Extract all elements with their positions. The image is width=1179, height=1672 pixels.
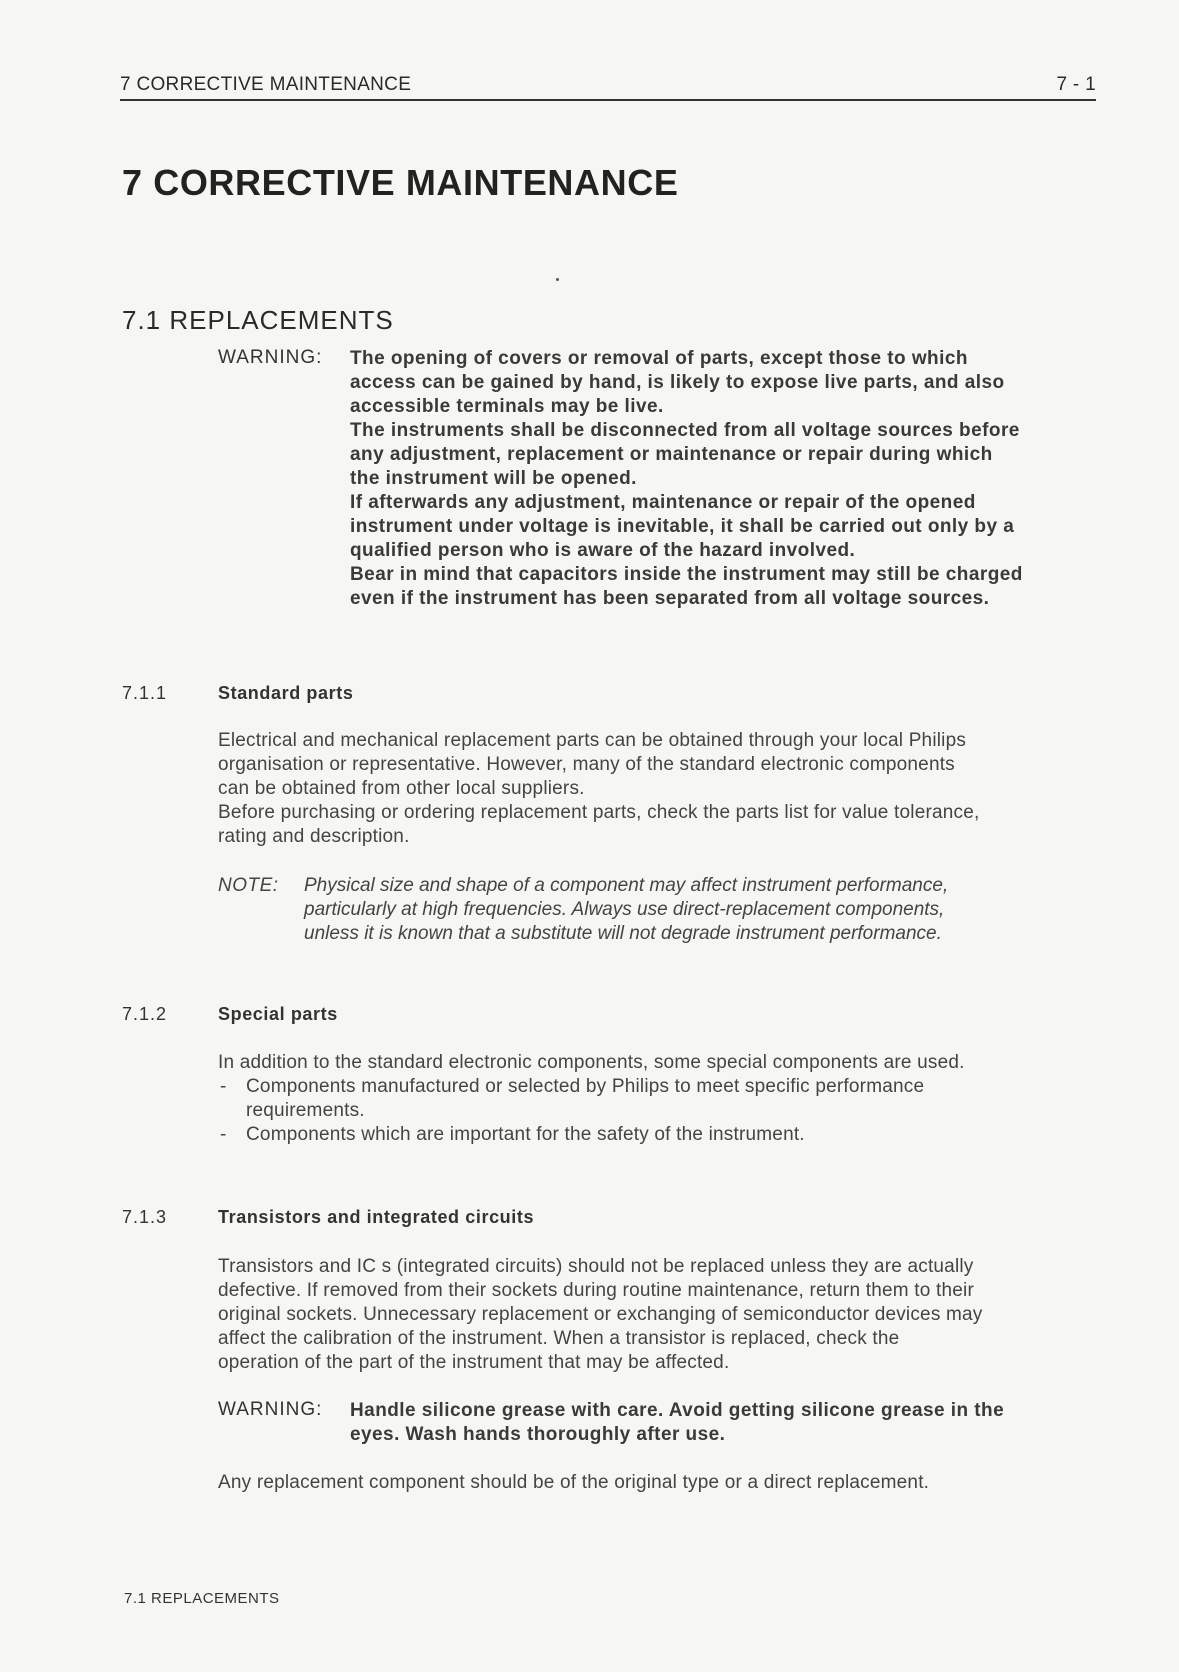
warning-line: If afterwards any adjustment, maintenance or repair of the opened [350, 492, 976, 513]
warning-label: WARNING: [218, 1399, 323, 1420]
paragraph-line: Any replacement component should be of the original type or a direct replacement. [218, 1472, 930, 1493]
note-line: unless it is known that a substitute will not degrade instrument performance. [304, 923, 942, 944]
list-item-line: Components manufactured or selected by Philips to meet specific performance [246, 1076, 925, 1097]
paragraph-line: defective. If removed from their sockets during routine maintenance, return them to their [218, 1280, 974, 1301]
note-text [304, 874, 948, 946]
paragraph-line: can be obtained from other local suppliers. [218, 778, 585, 799]
paragraph-line: In addition to the standard electronic components, some special components are used. [218, 1052, 965, 1073]
list-item [218, 1075, 1098, 1123]
subsection-title: Standard parts [218, 683, 354, 703]
list-item-line: requirements. [246, 1100, 365, 1121]
note-line: Physical size and shape of a component may affect instrument performance, [304, 875, 949, 896]
subsection-number: 7.1.3 [122, 1207, 168, 1227]
closing-paragraph [218, 1471, 1098, 1495]
section-title: 7.1 REPLACEMENTS [122, 305, 394, 335]
warning-line: access can be gained by hand, is likely to expose live parts, and also [350, 372, 1005, 393]
warning-line: instrument under voltage is inevitable, it shall be carried out only by a [350, 516, 1015, 537]
subsection-title: Transistors and integrated circuits [218, 1207, 535, 1227]
running-footer: 7.1 REPLACEMENTS [124, 1590, 280, 1607]
paragraph-line: Before purchasing or ordering replacement parts, check the parts list for value tolerance, [218, 802, 980, 823]
warning-line: the instrument will be opened. [350, 468, 637, 489]
paragraph-line: rating and description. [218, 826, 410, 847]
print-speck [556, 278, 559, 281]
warning-line: even if the instrument has been separated from all voltage sources. [350, 588, 990, 609]
warning-line: accessible terminals may be live. [350, 396, 664, 417]
warning-line: any adjustment, replacement or maintenance or repair during which [350, 444, 993, 465]
paragraph-line: original sockets. Unnecessary replacement or exchanging of semiconductor devices may [218, 1304, 983, 1325]
bullet-dash: - [220, 1076, 227, 1097]
paragraph-line: Transistors and IC s (integrated circuits) should not be replaced unless they are actually [218, 1256, 974, 1277]
warning-label: WARNING: [218, 347, 323, 368]
subsection-number: 7.1.2 [122, 1004, 168, 1024]
transistors-paragraph [218, 1255, 1098, 1375]
list-item [218, 1123, 1098, 1147]
special-parts-paragraph [218, 1051, 1098, 1147]
warning-line: The opening of covers or removal of parts, except those to which [350, 348, 968, 369]
paragraph-line: Electrical and mechanical replacement parts can be obtained through your local Philips [218, 730, 967, 751]
paragraph-line: affect the calibration of the instrument. When a transistor is replaced, check the [218, 1328, 900, 1349]
standard-parts-paragraph [218, 729, 1098, 849]
note-label: NOTE: [218, 875, 279, 896]
warning-text [350, 1399, 1120, 1447]
running-header [120, 74, 1096, 101]
warning-line: eyes. Wash hands thoroughly after use. [350, 1424, 726, 1445]
paragraph-line: operation of the part of the instrument that may be affected. [218, 1352, 730, 1373]
subsection-number: 7.1.1 [122, 683, 168, 703]
warning-text [350, 347, 1120, 611]
bullet-dash: - [220, 1124, 227, 1145]
subsection-title: Special parts [218, 1004, 338, 1024]
warning-line: The instruments shall be disconnected from all voltage sources before [350, 420, 1020, 441]
page-number: 7 - 1 [1056, 74, 1096, 95]
paragraph-line: organisation or representative. However, many of the standard electronic components [218, 754, 955, 775]
warning-line: Bear in mind that capacitors inside the instrument may still be charged [350, 564, 1023, 585]
warning-line: Handle silicone grease with care. Avoid getting silicone grease in the [350, 1400, 1005, 1421]
list-item-line: Components which are important for the safety of the instrument. [246, 1124, 805, 1145]
running-header-title: 7 CORRECTIVE MAINTENANCE [120, 74, 412, 95]
chapter-title: 7 CORRECTIVE MAINTENANCE [122, 162, 679, 203]
warning-line: qualified person who is aware of the hazard involved. [350, 540, 856, 561]
note-line: particularly at high frequencies. Always use direct-replacement components, [304, 899, 945, 920]
